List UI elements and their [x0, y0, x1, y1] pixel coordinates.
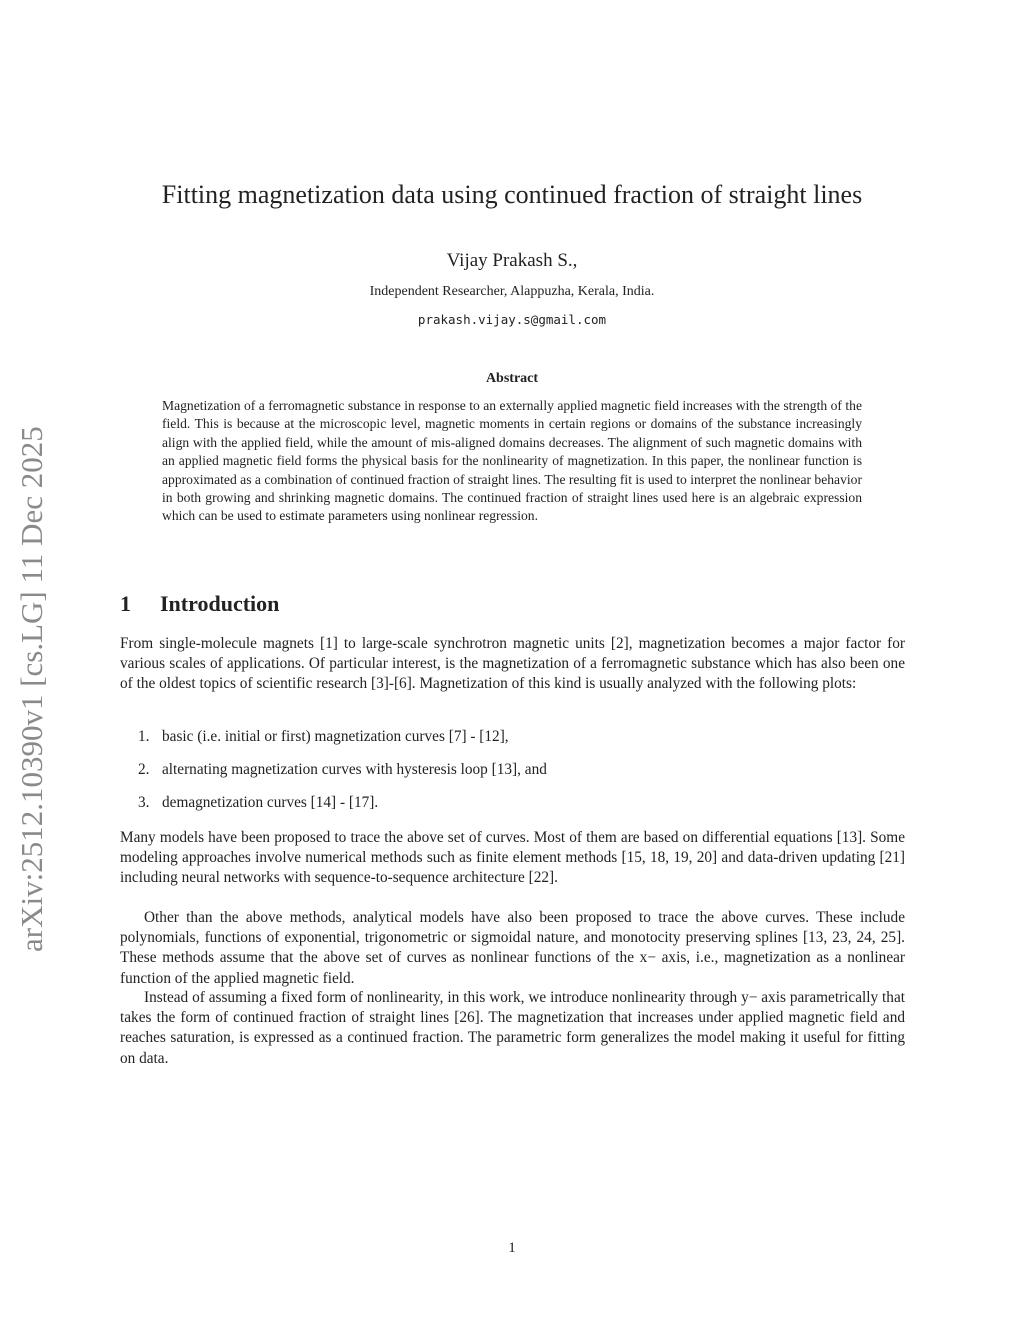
list-item: [138, 728, 509, 746]
list-text: demagnetization curves [14] - [17].: [162, 794, 379, 811]
list-marker: 1.: [138, 728, 150, 745]
list-text: alternating magnetization curves with hysteresis loop [13], and: [162, 761, 547, 778]
list-item: [138, 794, 378, 812]
section-number: 1: [120, 591, 131, 616]
page-number: 1: [508, 1240, 516, 1256]
list-item: [138, 761, 547, 779]
author-email: prakash.vijay.s@gmail.com: [417, 312, 607, 327]
list-marker: 3.: [138, 794, 150, 811]
section-title: Introduction: [160, 591, 280, 616]
abstract-body: Magnetization of a ferromagnetic substance in response to an externally applied magnetic field increases with the strength of the field. This is because at the microscopic level, magnetic moments in certain regions or domains of the substance increasingly align with the applied field, while the amount of mis-aligned domains decreases. The alignment of such magnetic domains with an applied magnetic field forms the physical basis for the nonlinearity of magnetization. In this paper, the nonlinear function is approximated as a combination of continued fraction of straight lines. The resulting fit is used to interpret the nonlinear behavior in both growing and shrinking magnetic domains. The continued fraction of straight lines used here is an algebraic expression which can be used to estimate parameters using nonlinear regression.: [162, 398, 862, 524]
author-affiliation: Independent Researcher, Alappuzha, Kerala, India.: [369, 284, 655, 299]
paragraph-analytical: Other than the above methods, analytical models have also been proposed to trace the above curves. These include polynomials, functions of exponential, trigonometric or sigmoidal nature, and monotocity preserving splines [13, 23, 24, 25]. These methods assume that the above set of curves as nonlinear functions of the x− axis, i.e., magnetization as a nonlinear function of the applied magnetic field.: [120, 909, 905, 987]
list-text: basic (i.e. initial or first) magnetization curves [7] - [12],: [162, 728, 509, 745]
paragraph-models: Many models have been proposed to trace the above set of curves. Most of them are based on differential equations [13]. Some modeling approaches involve numerical methods such as finite element methods [15, 18, 19, 20] and data-driven updating [21] including neural networks with sequence-to-sequence architecture [22].: [120, 829, 905, 887]
list-marker: 2.: [138, 761, 150, 778]
arxiv-identifier: arXiv:2512.10390v1 [cs.LG] 11 Dec 2025: [14, 426, 49, 952]
paragraph-approach: Instead of assuming a fixed form of nonlinearity, in this work, we introduce nonlinearity through y− axis parametrically that takes the form of continued fraction of straight lines [26]. The magnetization that increases under applied magnetic field and reaches saturation, is expressed as a continued fraction. The parametric form generalizes the model making it useful for fitting on data.: [120, 989, 905, 1067]
paper-title: Fitting magnetization data using continued fraction of straight lines: [161, 180, 863, 209]
author-name: Vijay Prakash S.,: [446, 250, 578, 271]
abstract-heading: Abstract: [485, 371, 539, 386]
section-heading: [120, 591, 279, 617]
paragraph-intro: From single-molecule magnets [1] to large-scale synchrotron magnetic units [2], magnetization becomes a major factor for various scales of applications. Of particular interest, is the magnetization of a ferromagnetic substance which has also been one of the oldest topics of scientific research [3]-[6]. Magnetization of this kind is usually analyzed with the following plots:: [120, 635, 905, 693]
